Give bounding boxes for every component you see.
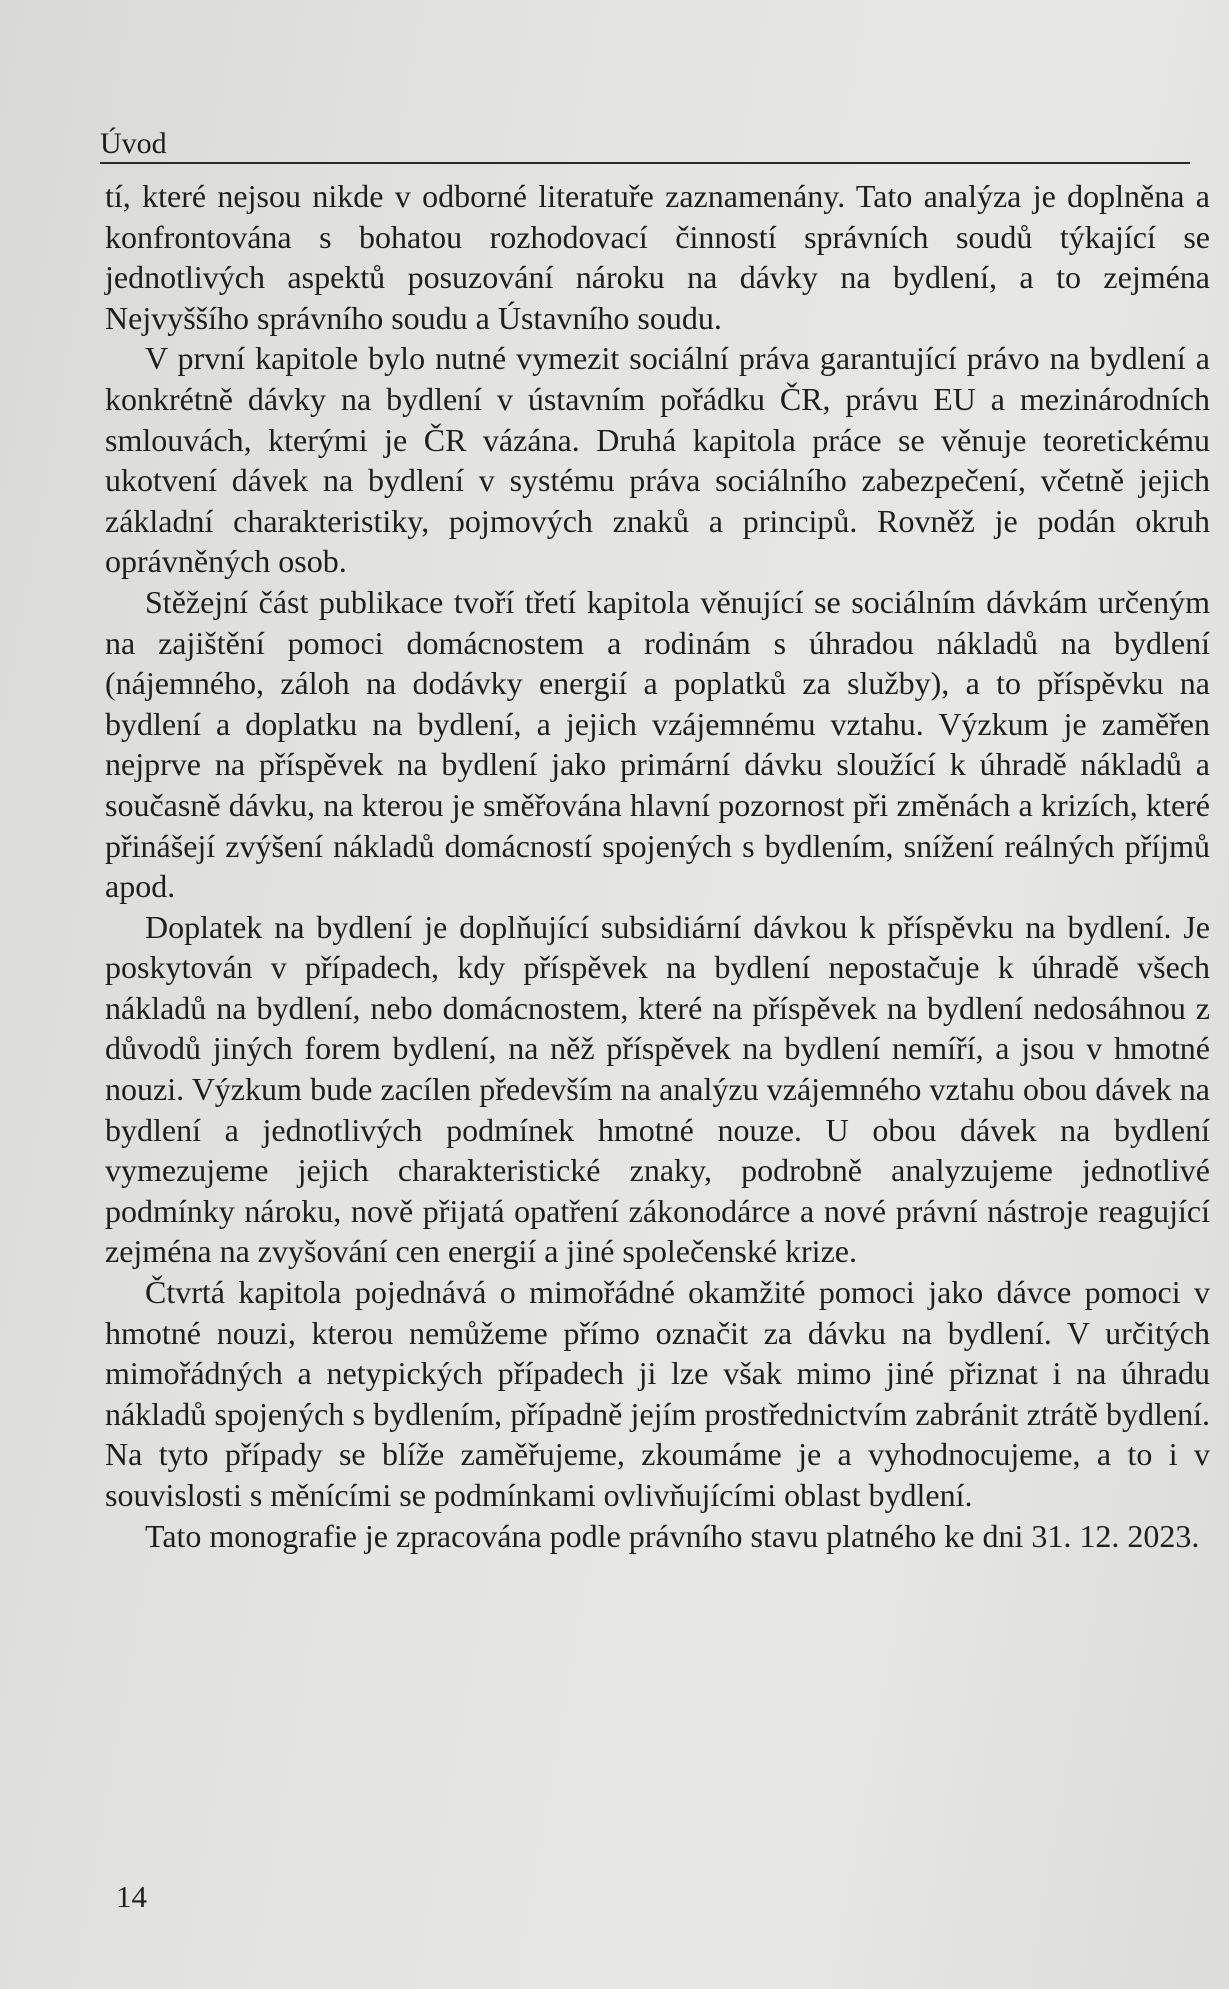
paragraph: Stěžejní část publikace tvoří třetí kapitola věnující se sociálním dávkám určeným na zajištění pomoci domácnostem a rodinám s úhradou nákladů na bydlení (nájemného, záloh na dodávky energií a poplatků za služby), a to příspěvku na bydlení a doplatku na bydlení, a jejich vzájemnému vztahu. Výzkum je zaměřen nejprve na příspěvek na bydlení jako primární dávku sloužící k úhradě nákladů a současně dávku, na kterou je směřována hlavní pozornost při změnách a krizích, které přinášejí zvýšení nákladů domácností spojených s bydlením, snížení reálných příjmů apod. xyxy=(105,583,1210,905)
paragraph: Doplatek na bydlení je doplňující subsidiární dávkou k příspěvku na bydlení. Je poskytován v případech, kdy příspěvek na bydlení nepostačuje k úhradě všech nákladů na bydlení, nebo domácnostem, které na příspěvek na bydlení nedosáhnou z důvodů jiných forem bydlení, na něž příspěvek na bydlení nemíří, a jsou v hmotné nouzi. Výzkum bude zacílen především na analýzu vzájemného vztahu obou dávek na bydlení a jednotlivých podmínek hmotné nouze. U obou dávek na bydlení vymezujeme jejich charakteristické znaky, podrobně analyzujeme jednotlivé podmínky nároku, nově přijatá opatření zákonodárce a nové právní nástroje reagující zejména na zvyšování cen energií a jiné společenské krize. xyxy=(105,908,1210,1270)
paragraph: Tato monografie je zpracována podle právního stavu platného ke dni 31. 12. 2023. xyxy=(145,1517,1200,1554)
page-number: 14 xyxy=(116,1879,147,1914)
paragraph: tí, které nejsou nikde v odborné literatuře zaznamenány. Tato analýza je doplněna a konfrontována s bohatou rozhodovací činností správních soudů týkající se jednotlivých aspektů posuzování nároku na dávky na bydlení, a to zejména Nejvyššího správního soudu a Ústavního soudu. xyxy=(105,178,1210,336)
body-text xyxy=(105,176,1210,1556)
paragraph: V první kapitole bylo nutné vymezit sociální práva garantující právo na bydlení a konkrétně dávky na bydlení v ústavním pořádku ČR, právu EU a mezinárodních smlouvách, kterými je ČR vázána. Druhá kapitola práce se věnuje teoretickému ukotvení dávek na bydlení v systému práva sociálního zabezpečení, včetně jejich základní charakteristiky, pojmových znaků a principů. Rovněž je podán okruh oprávněných osob. xyxy=(105,340,1210,580)
paragraph: Čtvrtá kapitola pojednává o mimořádné okamžité pomoci jako dávce pomoci v hmotné nouzi, kterou nemůžeme přímo označit za dávku na bydlení. V určitých mimořádných a netypických případech ji lze však mimo jiné přiznat i na úhradu nákladů spojených s bydlením, případně jejím prostřednictvím zabránit ztrátě bydlení. Na tyto případy se blíže zaměřujeme, zkoumáme je a vyhodnocujeme, a to i v souvislosti s měnícími se podmínkami ovlivňujícími oblast bydlení. xyxy=(105,1274,1210,1513)
chapter-title: Úvod xyxy=(100,127,167,160)
running-header xyxy=(100,128,1190,164)
